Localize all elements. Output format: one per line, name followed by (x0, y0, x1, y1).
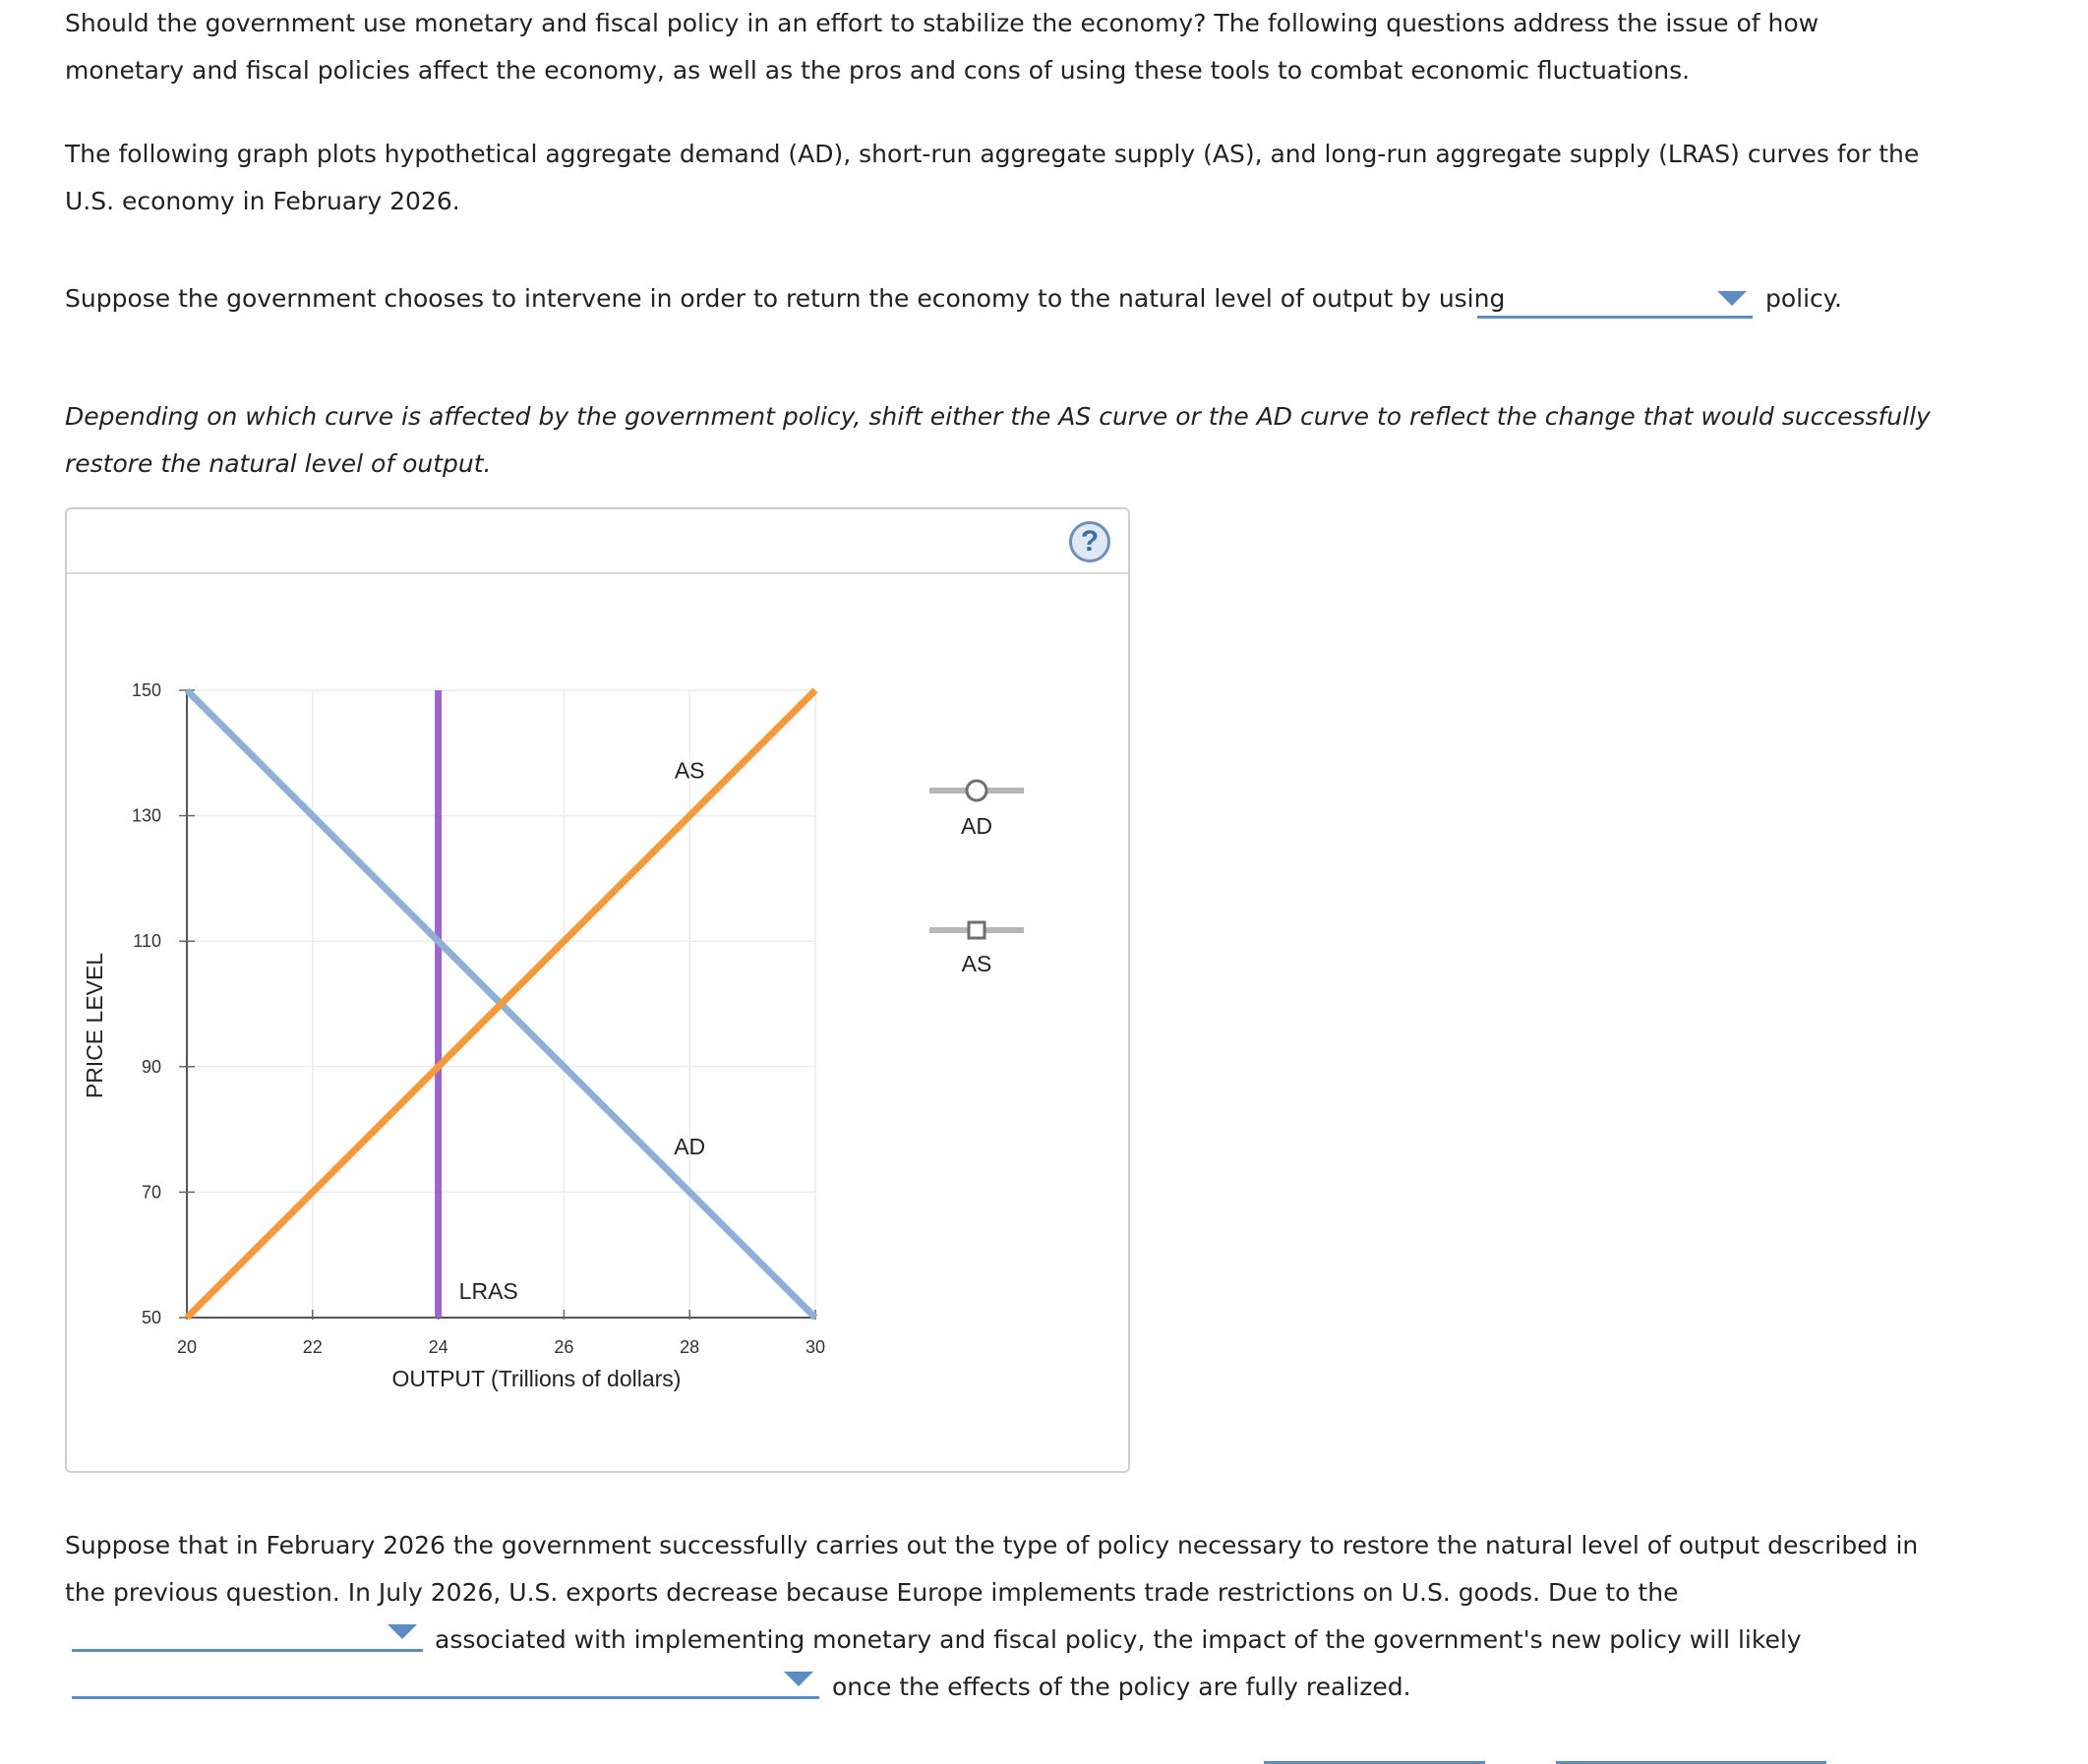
palette-as-label: AS (961, 951, 992, 976)
x-axis-label: OUTPUT (Trillions of dollars) (391, 1366, 682, 1391)
palette-as-handle[interactable] (969, 922, 984, 938)
graph-intro-line-2: U.S. economy in February 2026. (65, 187, 460, 215)
question1-prefix: Suppose the government chooses to intervene in order to return the economy to the natural level of output by using (65, 284, 1506, 313)
reason-dropdown[interactable] (72, 1613, 423, 1652)
chevron-down-icon (1717, 291, 1747, 306)
y-tick-label: 110 (133, 931, 161, 952)
instruction-line-1: Depending on which curve is affected by the government policy, shift either the AS curve or the AD curve to reflect the change that would successfully (65, 402, 1931, 431)
y-axis-label: PRICE LEVEL (82, 952, 107, 1099)
graph-intro-line-1: The following graph plots hypothetical aggregate demand (AD), short-run aggregate supply (AS), and long-run aggregate supply (LRAS) curves for the (65, 140, 1920, 168)
graph-intro-text (65, 131, 1919, 225)
x-tick-label: 24 (428, 1337, 448, 1357)
ad-as-chart[interactable] (67, 572, 1128, 1471)
question2-line-3: associated with implementing monetary and fiscal policy, the impact of the government's new policy will likely (435, 1625, 1802, 1654)
question2-line-1: Suppose that in February 2026 the government successfully carries out the type of policy necessary to restore the natural level of output described in (65, 1531, 1919, 1559)
chevron-down-icon (388, 1624, 417, 1639)
intro-line-1: Should the government use monetary and fiscal policy in an effort to stabilize the economy? The following questions address the issue of how (65, 9, 1820, 37)
instruction-text (65, 393, 1931, 488)
y-tick-label: 130 (131, 805, 161, 826)
policy-type-dropdown[interactable] (1477, 279, 1753, 319)
x-tick-label: 20 (176, 1337, 198, 1357)
curve-palette[interactable] (929, 781, 1024, 976)
impact-dropdown[interactable] (72, 1660, 819, 1699)
x-tick-label: 26 (554, 1337, 574, 1357)
palette-ad-label: AD (961, 813, 992, 839)
curve-label-ad: AD (674, 1134, 706, 1160)
question1-suffix: policy. (1765, 284, 1842, 313)
intro-text (65, 0, 1819, 94)
help-icon[interactable]: ? (1069, 521, 1110, 562)
graph-panel (65, 507, 1130, 1473)
palette-ad-handle[interactable] (967, 781, 986, 800)
instruction-line-2: restore the natural level of output. (65, 449, 492, 478)
y-tick-label: 70 (141, 1182, 161, 1203)
x-tick-label: 30 (805, 1337, 826, 1357)
intro-line-2: monetary and fiscal policies affect the economy, as well as the pros and cons of using these tools to combat economic fluctuations. (65, 56, 1691, 85)
x-tick-label: 22 (302, 1337, 323, 1357)
y-tick-label: 50 (141, 1308, 161, 1327)
y-tick-label: 150 (131, 680, 161, 700)
question2-line-2: the previous question. In July 2026, U.S. exports decrease because Europe implements trade restrictions on U.S. goods. Due to the (65, 1578, 1679, 1607)
graph-toolbar (67, 509, 1128, 574)
y-tick-label: 90 (141, 1056, 161, 1077)
curve-label-as: AS (674, 757, 705, 784)
chart-series[interactable] (187, 690, 815, 1318)
question2-line-4: once the effects of the policy are fully realized. (832, 1673, 1411, 1701)
chevron-down-icon (784, 1672, 813, 1686)
x-tick-label: 28 (680, 1337, 700, 1357)
question2-text (65, 1522, 1918, 1617)
curve-label-lras: LRAS (458, 1277, 518, 1304)
